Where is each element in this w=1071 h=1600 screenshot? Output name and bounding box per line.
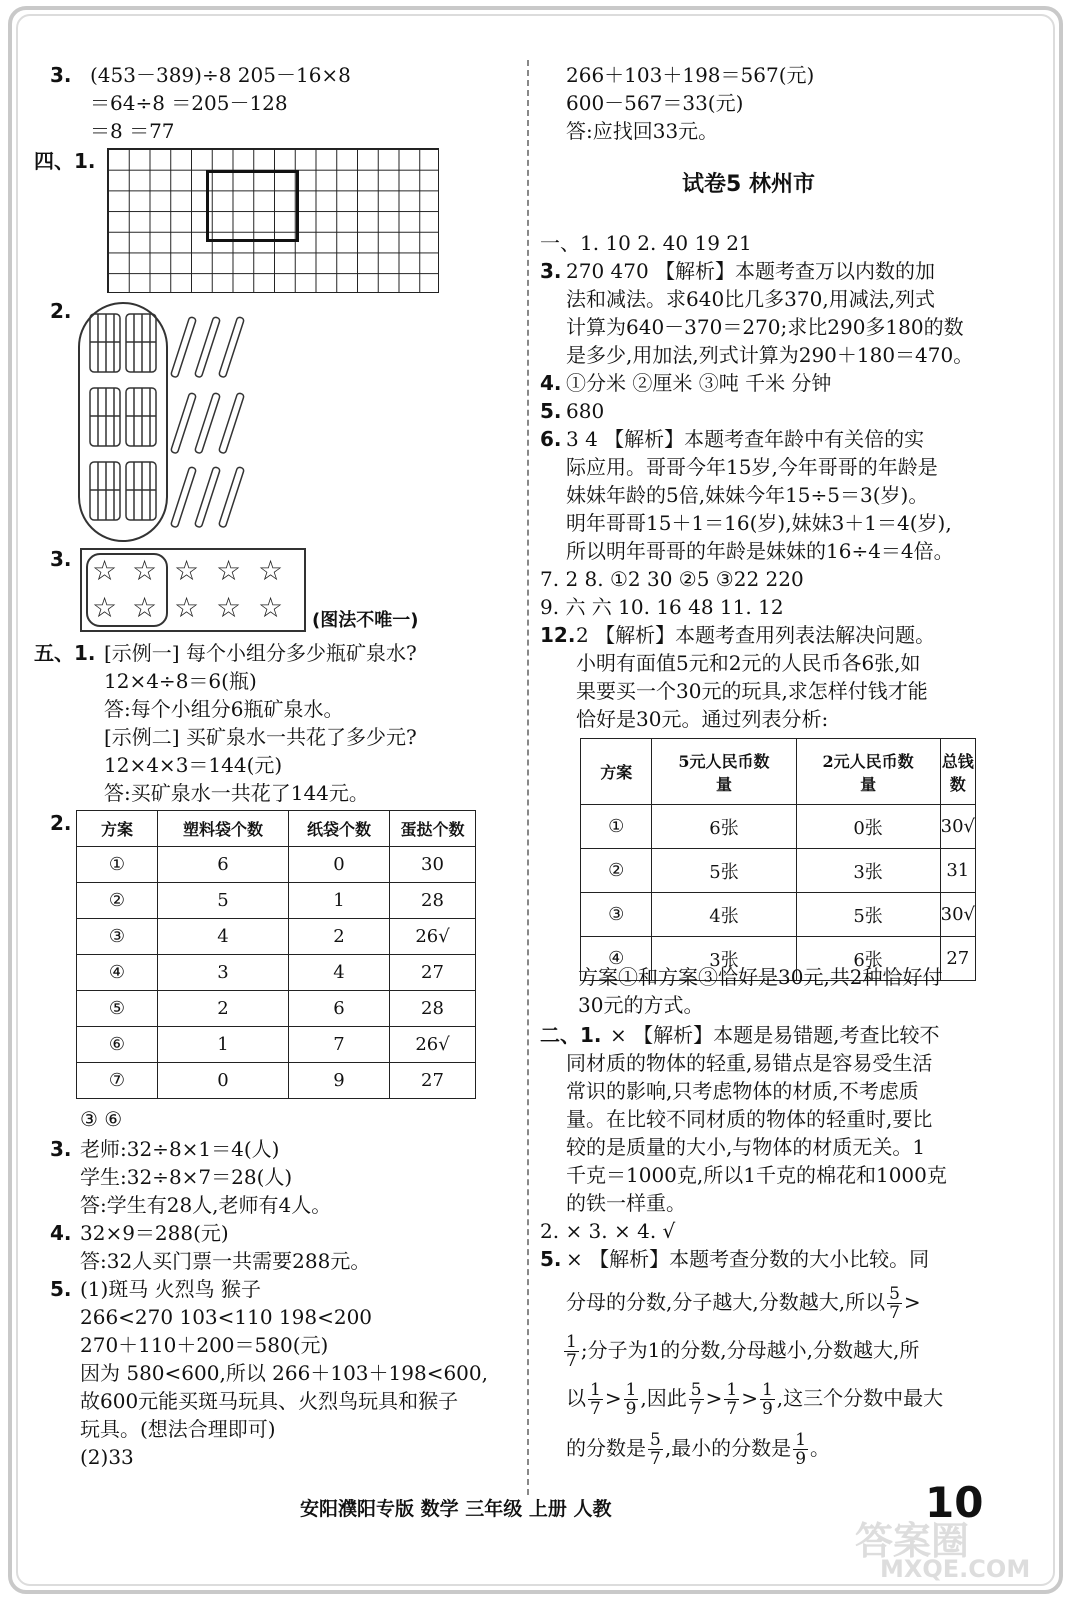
single-sticks-icon bbox=[170, 312, 250, 532]
a7-line: 7. 2 8. ①2 30 ②5 ③22 220 bbox=[540, 567, 804, 591]
table-header: 5元人民币数量 bbox=[652, 739, 796, 805]
table-cell: ② bbox=[77, 883, 158, 919]
section5-q1-label: 五、1. bbox=[34, 641, 96, 665]
star-icon: ☆ bbox=[216, 554, 242, 587]
fraction-1-9: $\frac{1}{9}$ bbox=[625, 1380, 637, 1419]
table-cell: 3张 bbox=[652, 937, 796, 981]
table-row bbox=[77, 919, 476, 955]
table-cell: ⑦ bbox=[77, 1063, 158, 1099]
table-row bbox=[77, 1063, 476, 1099]
star-icon: ☆ bbox=[92, 554, 118, 587]
b5-line1: × 【解析】本题考查分数的大小比较。同 bbox=[566, 1247, 930, 1271]
r-line1: 266＋103＋198＝567(元) bbox=[566, 63, 815, 87]
bag-table bbox=[76, 810, 476, 1099]
b5-line5: 的分数是 $\frac{5}{7}$ ,最小的分数是 $\frac{1}{9}$ 。 bbox=[566, 1430, 831, 1469]
table-cell: 5张 bbox=[652, 849, 796, 893]
table-cell: 7 bbox=[289, 1027, 390, 1063]
table-answer: ③ ⑥ bbox=[80, 1107, 123, 1131]
star-icon: ☆ bbox=[258, 591, 284, 624]
fraction-1-9: $\frac{1}{9}$ bbox=[761, 1380, 773, 1419]
s5-line4: [示例二] 买矿泉水一共花了多少元? bbox=[104, 725, 417, 749]
table-cell: 3 bbox=[158, 955, 289, 991]
footer-text: 安阳濮阳专版 数学 三年级 上册 人教 bbox=[300, 1498, 612, 1520]
star-icon: ☆ bbox=[216, 591, 242, 624]
a6-line4: 明年哥哥15＋1＝16(岁),妹妹3＋1＝4(岁), bbox=[566, 511, 952, 535]
table-cell: 2 bbox=[289, 919, 390, 955]
table-cell: 6 bbox=[289, 991, 390, 1027]
b1-line6: 千克＝1000克,所以1千克的棉花和1000克 bbox=[566, 1163, 947, 1187]
a5-label: 5. bbox=[540, 399, 562, 423]
a3-line2: 法和减法。求640比几多370,用减法,列式 bbox=[566, 287, 936, 311]
q3b-line2: 学生:32÷8×7＝28(人) bbox=[80, 1165, 293, 1189]
star-note: (图法不唯一) bbox=[312, 610, 419, 631]
b5-label: 5. bbox=[540, 1247, 562, 1271]
s5-q2-label: 2. bbox=[50, 811, 72, 835]
stick-bundles-icon bbox=[84, 310, 164, 530]
q5-line1: (1)斑马 火烈鸟 猴子 bbox=[80, 1277, 262, 1301]
table-cell: 27 bbox=[390, 955, 476, 991]
table-cell: 4 bbox=[158, 919, 289, 955]
table-cell: 4 bbox=[289, 955, 390, 991]
grid-rectangle bbox=[206, 170, 299, 242]
q5-line2: 266<270 103<110 198<200 bbox=[80, 1305, 373, 1329]
table-header: 塑料袋个数 bbox=[158, 811, 289, 847]
a6-line3: 妹妹年龄的5倍,妹妹今年15÷5＝3(岁)。 bbox=[566, 483, 929, 507]
table-cell: 27 bbox=[940, 937, 975, 981]
q5-line7: (2)33 bbox=[80, 1445, 134, 1469]
table-cell: ① bbox=[77, 847, 158, 883]
table-cell: 26√ bbox=[390, 919, 476, 955]
table-cell: ④ bbox=[581, 937, 652, 981]
table-cell: ④ bbox=[77, 955, 158, 991]
b1-line1: × 【解析】本题是易错题,考查比较不 bbox=[610, 1023, 940, 1047]
a12-line3: 果要买一个30元的玩具,求怎样付钱才能 bbox=[576, 679, 928, 703]
fraction-5-7: $\frac{5}{7}$ bbox=[889, 1284, 900, 1323]
watermark-logo: 答案圈 bbox=[855, 1519, 970, 1563]
table-cell: 30√ bbox=[940, 893, 975, 937]
b5-line3: $\frac{1}{7}$ ;分子为1的分数,分母越小,分数越大,所 bbox=[566, 1332, 920, 1371]
b2-line: 2. × 3. × 4. √ bbox=[540, 1219, 676, 1243]
a5-line: 680 bbox=[566, 399, 605, 423]
q3-line2: ＝64÷8 ＝205－128 bbox=[90, 91, 288, 115]
a12-line6: 30元的方式。 bbox=[578, 993, 704, 1017]
table-cell: 31 bbox=[940, 849, 975, 893]
table-cell: 26√ bbox=[390, 1027, 476, 1063]
table-cell: 28 bbox=[390, 991, 476, 1027]
b1-line2: 同材质的物体的轻重,易错点是容易受生活 bbox=[566, 1051, 933, 1075]
table-header: 方案 bbox=[581, 739, 652, 805]
a3-label: 3. bbox=[540, 259, 562, 283]
section4-q2-label: 2. bbox=[50, 299, 72, 323]
q3b-line1: 老师:32÷8×1＝4(人) bbox=[80, 1137, 280, 1161]
table-cell: 30√ bbox=[940, 805, 975, 849]
star-icon: ☆ bbox=[258, 554, 284, 587]
table-cell: 5张 bbox=[796, 893, 940, 937]
star-icon: ☆ bbox=[174, 554, 200, 587]
table-row bbox=[77, 1027, 476, 1063]
table-row bbox=[77, 991, 476, 1027]
table-cell: 0张 bbox=[796, 805, 940, 849]
b5-text: 分母的分数,分子越大,分数越大,所以 bbox=[566, 1290, 886, 1314]
q3b-line3: 答:学生有28人,老师有4人。 bbox=[80, 1193, 332, 1217]
star-icon: ☆ bbox=[92, 591, 118, 624]
r-line3: 答:应找回33元。 bbox=[566, 119, 719, 143]
q5-label: 5. bbox=[50, 1277, 72, 1301]
q4b-line2: 答:32人买门票一共需要288元。 bbox=[80, 1249, 371, 1273]
s5-line3: 答:每个小组分6瓶矿泉水。 bbox=[104, 697, 344, 721]
table-cell: ⑥ bbox=[77, 1027, 158, 1063]
b5-line2: 分母的分数,分子越大,分数越大,所以 $\frac{5}{7}$ > bbox=[566, 1284, 921, 1323]
b1-line7: 的铁一样重。 bbox=[566, 1191, 686, 1215]
table-cell: 30 bbox=[390, 847, 476, 883]
table-row bbox=[77, 883, 476, 919]
star-icon: ☆ bbox=[132, 591, 158, 624]
q5-line3: 270＋110＋200＝580(元) bbox=[80, 1333, 329, 1357]
a6-label: 6. bbox=[540, 427, 562, 451]
column-divider bbox=[527, 60, 529, 1495]
a4-line: ①分米 ②厘米 ③吨 千米 分钟 bbox=[566, 371, 832, 395]
q4b-line1: 32×9＝288(元) bbox=[80, 1221, 229, 1245]
a12-line2: 小明有面值5元和2元的人民币各6张,如 bbox=[576, 651, 921, 675]
a12-line4: 恰好是30元。通过列表分析: bbox=[576, 707, 829, 731]
table-cell: 3张 bbox=[796, 849, 940, 893]
page-number: 10 bbox=[925, 1478, 984, 1527]
a9-line: 9. 六 六 10. 16 48 11. 12 bbox=[540, 595, 784, 619]
table-row bbox=[581, 893, 976, 937]
money-table bbox=[580, 738, 976, 981]
a1-line: 一、1. 10 2. 40 19 21 bbox=[540, 231, 752, 255]
fraction-1-9: $\frac{1}{9}$ bbox=[795, 1430, 807, 1469]
exam-title: 试卷5 林州市 bbox=[682, 172, 815, 197]
a6-line1: 3 4 【解析】本题考查年龄中有关倍的实 bbox=[566, 427, 925, 451]
a4-label: 4. bbox=[540, 371, 562, 395]
fraction-5-7: $\frac{5}{7}$ bbox=[690, 1380, 702, 1419]
a6-line2: 际应用。哥哥今年15岁,今年哥哥的年龄是 bbox=[566, 455, 938, 479]
section4-q3-label: 3. bbox=[50, 547, 72, 571]
a6-line5: 所以明年哥哥的年龄是妹妹的16÷4＝4倍。 bbox=[566, 539, 954, 563]
table-row bbox=[581, 805, 976, 849]
s5-line5: 12×4×3＝144(元) bbox=[104, 753, 283, 777]
table-cell: 0 bbox=[158, 1063, 289, 1099]
table-row bbox=[77, 955, 476, 991]
b5-line4: 以 $\frac{1}{7}$ > $\frac{1}{9}$ ,因此 $\frac{5}{7}$ > $\frac{1}{7}$ > $\frac{1}{9}$ ,这三个分数中最大 bbox=[566, 1380, 944, 1419]
table-header: 总钱数 bbox=[940, 739, 975, 805]
q5-line5: 故600元能买斑马玩具、火烈鸟玩具和猴子 bbox=[80, 1389, 459, 1413]
a3-line4: 是多少,用加法,列式计算为290＋180＝470。 bbox=[566, 343, 974, 367]
table-cell: ⑤ bbox=[77, 991, 158, 1027]
table-row bbox=[581, 849, 976, 893]
fraction-5-7: $\frac{5}{7}$ bbox=[650, 1430, 661, 1469]
table-header: 2元人民币数量 bbox=[796, 739, 940, 805]
star-icon: ☆ bbox=[174, 591, 200, 624]
a12-line1: 2 【解析】本题考查用列表法解决问题。 bbox=[576, 623, 936, 647]
table-cell: 5 bbox=[158, 883, 289, 919]
s5-line2: 12×4÷8＝6(瓶) bbox=[104, 669, 257, 693]
q5-line6: 玩具。(想法合理即可) bbox=[80, 1417, 276, 1441]
star-icon: ☆ bbox=[132, 554, 158, 587]
b1-line3: 常识的影响,只考虑物体的材质,不考虑质 bbox=[566, 1079, 919, 1103]
a3-line1: 270 470 【解析】本题考查万以内数的加 bbox=[566, 259, 936, 283]
watermark-url: MXQE.COM bbox=[880, 1555, 1031, 1583]
table-header: 方案 bbox=[77, 811, 158, 847]
q3-line1: (453－389)÷8 205－16×8 bbox=[90, 63, 351, 87]
table-cell: ① bbox=[581, 805, 652, 849]
table-cell: ② bbox=[581, 849, 652, 893]
table-cell: ③ bbox=[77, 919, 158, 955]
table-cell: 1 bbox=[289, 883, 390, 919]
table-cell: 2 bbox=[158, 991, 289, 1027]
table-cell: 0 bbox=[289, 847, 390, 883]
table-cell: 6张 bbox=[796, 937, 940, 981]
table-cell: ③ bbox=[581, 893, 652, 937]
q5-line4: 因为 580<600,所以 266＋103＋198<600, bbox=[80, 1361, 488, 1385]
a12-line5: 方案①和方案③恰好是30元,共2种恰好付 bbox=[578, 965, 943, 989]
b1-line4: 量。在比较不同材质的物体的轻重时,要比 bbox=[566, 1107, 933, 1131]
table-cell: 28 bbox=[390, 883, 476, 919]
s5-line1: [示例一] 每个小组分多少瓶矿泉水? bbox=[104, 641, 417, 665]
b1-label: 二、1. bbox=[540, 1023, 602, 1047]
table-cell: 9 bbox=[289, 1063, 390, 1099]
fraction-1-7: $\frac{1}{7}$ bbox=[590, 1380, 601, 1419]
q4b-label: 4. bbox=[50, 1221, 72, 1245]
table-row bbox=[77, 847, 476, 883]
section4-q1-label: 四、1. bbox=[34, 149, 96, 173]
q3-line3: ＝8 ＝77 bbox=[90, 119, 175, 143]
q3-number: 3. bbox=[50, 63, 72, 87]
fraction-1-7: $\frac{1}{7}$ bbox=[566, 1332, 577, 1371]
a12-label: 12. bbox=[540, 623, 576, 647]
table-header: 蛋挞个数 bbox=[390, 811, 476, 847]
b1-line5: 较的是质量的大小,与物体的材质无关。1 bbox=[566, 1135, 926, 1159]
table-cell: 6 bbox=[158, 847, 289, 883]
a3-line3: 计算为640－370＝270;求比290多180的数 bbox=[566, 315, 964, 339]
fraction-1-7: $\frac{1}{7}$ bbox=[726, 1380, 738, 1419]
table-cell: 4张 bbox=[652, 893, 796, 937]
q3b-label: 3. bbox=[50, 1137, 72, 1161]
table-cell: 27 bbox=[390, 1063, 476, 1099]
r-line2: 600－567＝33(元) bbox=[566, 91, 744, 115]
table-cell: 1 bbox=[158, 1027, 289, 1063]
table-cell: 6张 bbox=[652, 805, 796, 849]
s5-line6: 答:买矿泉水一共花了144元。 bbox=[104, 781, 369, 805]
table-header: 纸袋个数 bbox=[289, 811, 390, 847]
